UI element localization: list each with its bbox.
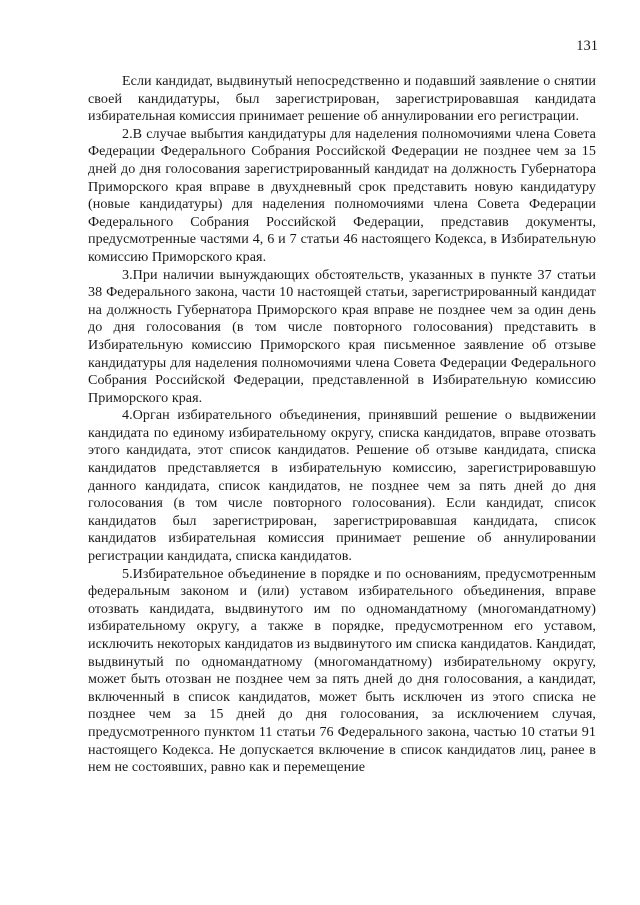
paragraph-annulment: Если кандидат, выдвинутый непосредственно и подавший заявление о снятии своей кандидатуры, был зарегистрирован, зарегистрировавшая кандидата избирательная комиссия принимает решение об аннулировании его регистрации.	[88, 73, 596, 125]
paragraph-5: 5.Избирательное объединение в порядке и по основаниям, предусмотренным федеральным законом и (или) уставом избирательного объединения, вправе отозвать кандидата, выдвинутого им по одномандатному (многомандатному) избирательному округу, а также в порядке, предусмотренном его уставом, исключить некоторых кандидатов из выдвинутого им списка кандидатов. Кандидат, выдвинутый по одномандатному (многомандатному) избирательному округу, может быть отозван не позднее чем за пять дней до дня голосования, а кандидат, включенный в список кандидатов, может быть исключен из этого списка не позднее чем за 15 дней до дня голосования, за исключением случая, предусмотренного пунктом 11 статьи 76 Федерального закона, частью 10 статьи 91 настоящего Кодекса. Не допускается включение в список кандидатов лиц, ранее в нем не состоявших, равно как и перемещение	[88, 565, 596, 776]
paragraph-4: 4.Орган избирательного объединения, принявший решение о выдвижении кандидата по единому избирательному округу, списка кандидатов, вправе отозвать этого кандидата, этот список кандидатов. Решение об отзыве кандидата, списка кандидатов представляется в избирательную комиссию, зарегистрировавшую данного кандидата, список кандидатов, не позднее чем за пять дней до дня голосования (в том числе повторного голосования). Если кандидат, список кандидатов был зарегистрирован, зарегистрировавшая кандидата, список кандидатов избирательная комиссия принимает решение об аннулировании регистрации кандидата, списка кандидатов.	[88, 407, 596, 565]
paragraph-2: 2.В случае выбытия кандидатуры для наделения полномочиями члена Совета Федерации Федерального Собрания Российской Федерации не позднее чем за 15 дней до дня голосования зарегистрированный кандидат на должность Губернатора Приморского края вправе в двухдневный срок представить новую кандидатуру (новые кандидатуры) для наделения полномочиями члена Совета Федерации Федерального Собрания Российской Федерации, представив документы, предусмотренные частями 4, 6 и 7 статьи 46 настоящего Кодекса, в Избирательную комиссию Приморского края.	[88, 125, 596, 265]
page-number: 131	[576, 38, 598, 54]
paragraph-3: 3.При наличии вынуждающих обстоятельств, указанных в пункте 37 статьи 38 Федерального закона, части 10 настоящей статьи, зарегистрированный кандидат на должность Губернатора Приморского края вправе не позднее чем за один день до дня голосования (в том числе повторного голосования) представить в Избирательную комиссию Приморского края письменное заявление об отзыве кандидатуры для наделения полномочиями члена Совета Федерации Федерального Собрания Российской Федерации, представленной в Избирательную комиссию Приморского края.	[88, 266, 596, 406]
document-body	[88, 73, 596, 777]
